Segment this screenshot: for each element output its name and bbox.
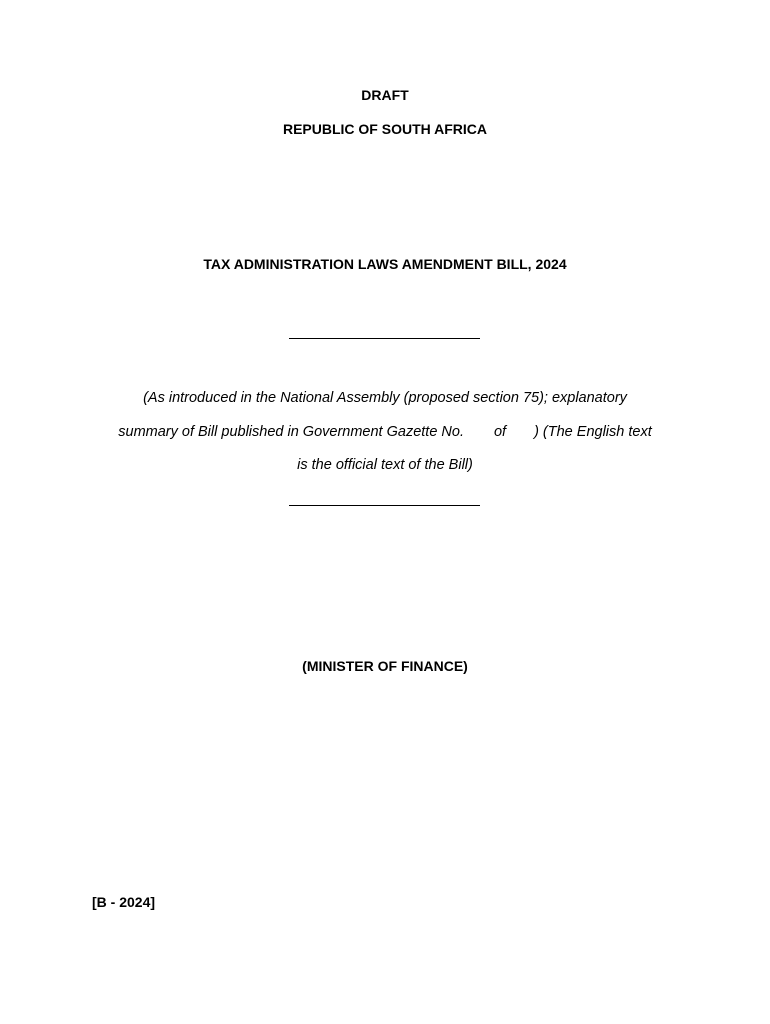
country-heading: REPUBLIC OF SOUTH AFRICA — [282, 121, 488, 137]
introduction-line-3: is the official text of the Bill) — [297, 457, 473, 473]
draft-label: DRAFT — [361, 87, 409, 103]
introduction-line-2-part-2: of — [493, 424, 507, 440]
introduction-line-2-part-3: ) (The English text — [534, 424, 652, 440]
bill-title: TAX ADMINISTRATION LAWS AMENDMENT BILL, 2024 — [203, 256, 567, 272]
introduction-line-1: (As introduced in the National Assembly (proposed section 75); explanatory — [143, 390, 627, 406]
introduction-line-2 — [0, 424, 770, 440]
separator-top — [289, 338, 480, 339]
introduction-line-2-part-1: summary of Bill published in Government Gazette No. — [118, 424, 464, 440]
separator-bottom — [289, 505, 480, 506]
bill-reference: [B - 2024] — [92, 894, 156, 910]
sponsor-label: (MINISTER OF FINANCE) — [302, 658, 468, 674]
